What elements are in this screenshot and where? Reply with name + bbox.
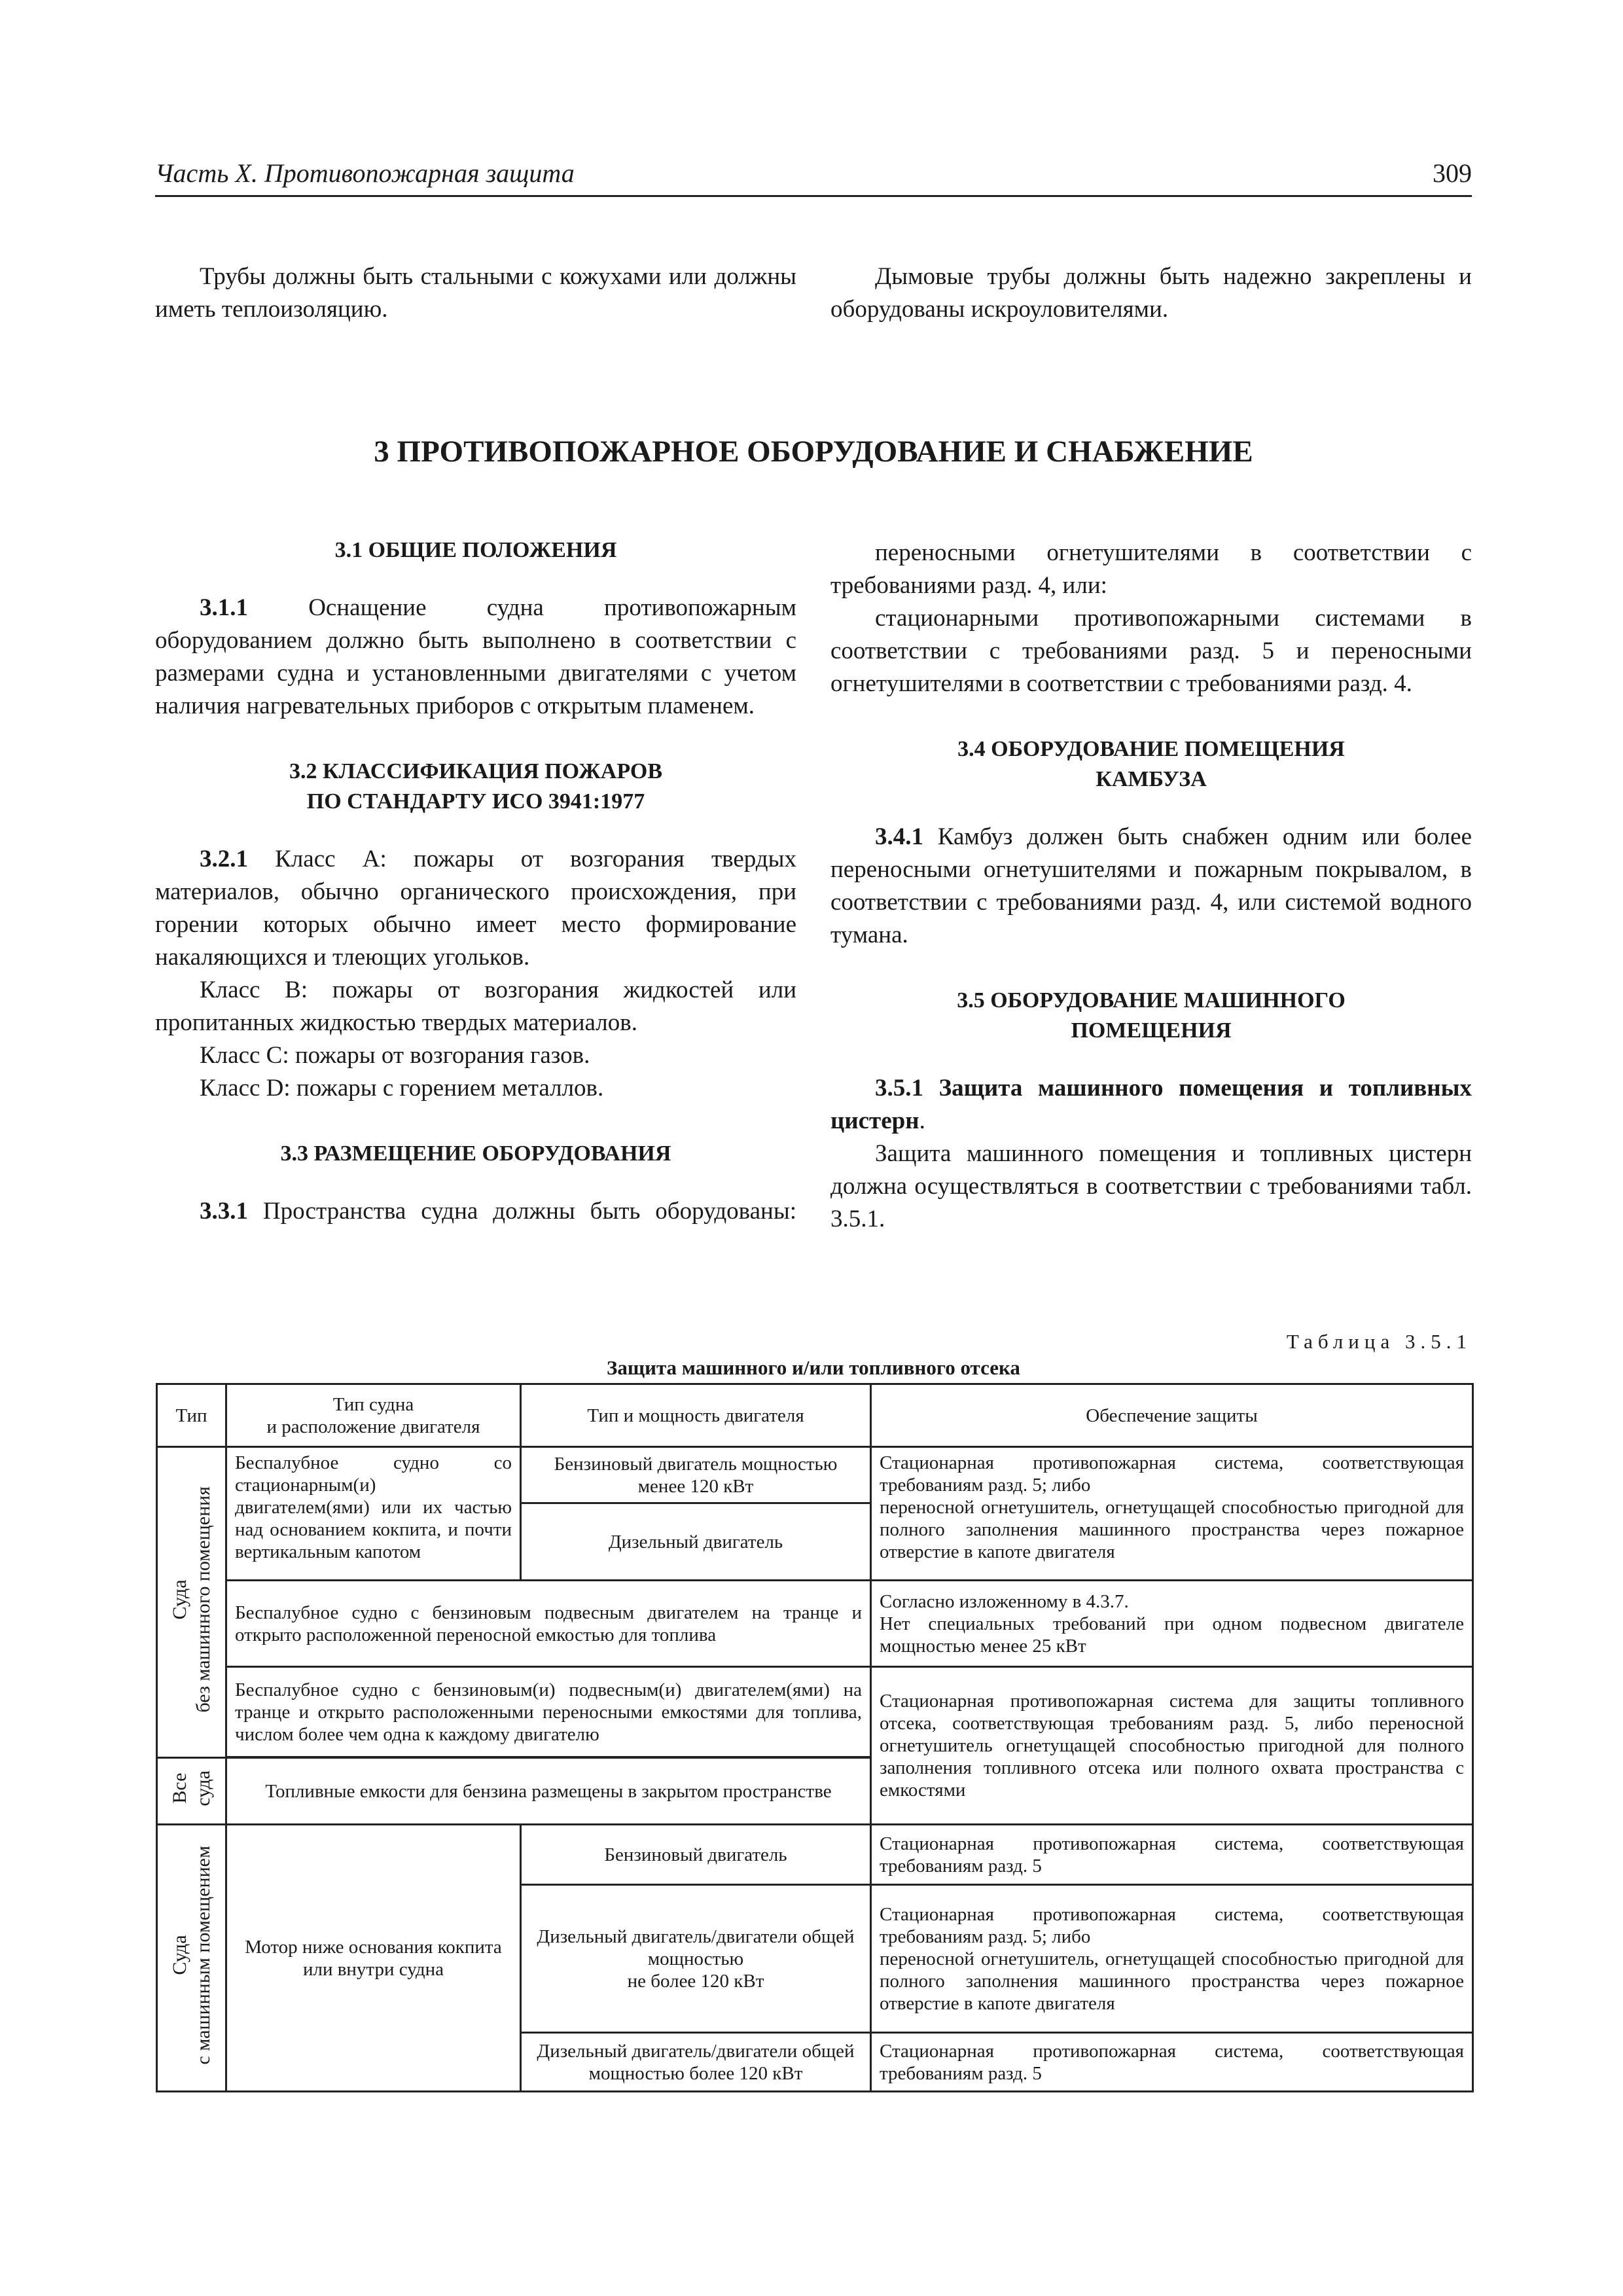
paragraph-3-3-1: [155, 1195, 796, 1228]
table-title: Защита машинного и/или топливного отсека: [607, 1356, 1020, 1379]
chapter-title: 3 ПРОТИВОПОЖАРНОЕ ОБОРУДОВАНИЕ И СНАБЖЕНИЕ: [374, 435, 1253, 469]
cell-r1-protection-line2: переносной огнетушитель, огнетущащей способностью пригодной для полного заполнения машинного пространства через пожарное отверстие в капоте двигателя: [880, 1497, 1464, 1562]
group-all-vessels-label: Все суда: [168, 1770, 214, 1806]
intro-left-paragraph: Трубы должны быть стальными с кожухами или должны иметь теплоизоляцию.: [155, 263, 796, 323]
paragraph-3-5-1-heading: 3.5.1 Защита машинного помещения и топливных цистерн: [830, 1075, 1472, 1134]
paragraph-class-d: Класс D: пожары с горением металлов.: [200, 1075, 604, 1102]
intro-right-paragraph: Дымовые трубы должны быть надежно закреплены и оборудованы искроуловителями.: [830, 263, 1472, 323]
header-title: Часть X. Противопожарная защита: [155, 158, 575, 188]
right-column: [830, 537, 1472, 1236]
cell-r3-vessel: Беспалубное судно с бензиновым(и) подвесным(и) двигателем(ями) на транце и открыто расположенными переносными емкостями для топлива, числом более чем одна к каждому двигателю: [226, 1667, 871, 1757]
group-all-vessels: [157, 1758, 226, 1825]
cell-r5-engine-petrol: Бензиновый двигатель: [521, 1825, 871, 1885]
table-caption: Таблица 3.5.1: [1286, 1330, 1472, 1353]
cell-r1-protection-line1: Стационарная противопожарная система, соответствующая требованиям разд. 5; либо: [880, 1452, 1464, 1496]
paragraph-3-1-1: [155, 592, 796, 723]
table-row: [157, 1581, 1473, 1667]
paragraph-3-5-1-period: .: [919, 1107, 925, 1134]
group-with-engine-room: [157, 1825, 226, 2092]
running-header: [155, 157, 1472, 197]
cell-r4-vessel: Топливные емкости для бензина размещены в закрытом пространстве: [226, 1758, 871, 1825]
cell-r2-protection-line2: Нет специальных требований при одном подвесном двигателе мощностью менее 25 кВт: [880, 1613, 1464, 1657]
cell-r1-vessel: Беспалубное судно со стационарным(и) двигателем(ями) или их частью над основанием кокпита, и почти вертикальным капотом: [226, 1447, 521, 1581]
header-engine-type: Тип и мощность двигателя: [521, 1384, 871, 1447]
group-no-engine-room-label: Суда без машинного помещения: [168, 1486, 214, 1713]
section-3-3-title: 3.3 РАЗМЕЩЕНИЕ ОБОРУДОВАНИЯ: [280, 1141, 671, 1166]
paragraph-3-3-1-text: Пространства судна должны быть оборудованы:: [248, 1198, 796, 1225]
cell-r1-engine-petrol: Бензиновый двигатель мощностью менее 120 кВт: [521, 1447, 871, 1503]
cell-r2-protection-line1: Согласно изложенному в 4.3.7.: [880, 1590, 1129, 1612]
cell-r2-protection: [871, 1581, 1473, 1667]
cell-r5-vessel: Мотор ниже основания кокпита или внутри судна: [226, 1825, 521, 2092]
cell-r1-protection: [871, 1447, 1473, 1581]
table-row: [157, 1667, 1473, 1757]
header-type: Тип: [157, 1384, 226, 1447]
cell-r5-protection-petrol: Стационарная противопожарная система, соответствующая требованиям разд. 5: [871, 1825, 1473, 1885]
table-row: [157, 1447, 1473, 1503]
cell-r5-engine-diesel-large: Дизельный двигатель/двигатели общей мощностью более 120 кВт: [521, 2033, 871, 2092]
paragraph-3-4-1-number: 3.4.1: [875, 823, 923, 850]
header-protection: Обеспечение защиты: [871, 1384, 1473, 1447]
cell-r5-protection-diesel-large: Стационарная противопожарная система, соответствующая требованиям разд. 5: [871, 2033, 1473, 2092]
page-number: 309: [1433, 158, 1472, 188]
paragraph-3-3-1-option-1: переносными огнетушителями в соответствии с требованиями разд. 4, или:: [830, 539, 1472, 599]
section-3-1-title: 3.1 ОБЩИЕ ПОЛОЖЕНИЯ: [334, 538, 617, 562]
paragraph-3-2-1-number: 3.2.1: [200, 846, 248, 872]
paragraph-class-c: Класс C: пожары от возгорания газов.: [200, 1042, 590, 1069]
section-3-5-title-line1: 3.5 ОБОРУДОВАНИЕ МАШИННОГО: [957, 988, 1346, 1013]
paragraph-3-3-1-option-2: стационарными противопожарными системами в соответствии с требованиями разд. 5 и переносными огнетушителями в соответствии с требованиями разд. 4.: [830, 605, 1472, 697]
cell-r3-protection: Стационарная противопожарная система для защиты топливного отсека, соответствующая требованиям разд. 5, либо переносной огнетушитель огнетущащей способностью пригодной для полного заполнения топливного отсека или полного охвата пространства с емкостями: [871, 1667, 1473, 1825]
cell-r5-protection-diesel-small-line2: переносной огнетушитель, огнетущащей способностью пригодной для полного заполнения машинного пространства через пожарное отверстие в капоте двигателя: [880, 1948, 1464, 2014]
paragraph-class-b: Класс B: пожары от возгорания жидкостей или пропитанных жидкостью твердых материалов.: [155, 977, 796, 1036]
paragraph-3-4-1: [830, 821, 1472, 952]
paragraph-3-5-1: [830, 1072, 1472, 1138]
cell-r5-engine-diesel-small: Дизельный двигатель/двигатели общей мощностью не более 120 кВт: [521, 1885, 871, 2033]
left-column: [155, 535, 796, 1228]
table-row: [157, 1825, 1473, 1885]
cell-r1-engine-diesel: Дизельный двигатель: [521, 1503, 871, 1581]
protection-table: [156, 1383, 1474, 2092]
section-3-4-title-line1: 3.4 ОБОРУДОВАНИЕ ПОМЕЩЕНИЯ: [957, 737, 1345, 761]
group-no-engine-room: [157, 1447, 226, 1758]
paragraph-3-2-1-text: Класс А: пожары от возгорания твердых материалов, обычно органического происхождения, при горении которых обычно имеет место формирование накаляющихся и тлеющих угольков.: [155, 846, 796, 971]
paragraph-3-5-1-text: Защита машинного помещения и топливных цистерн должна осуществляться в соответствии с требованиями табл. 3.5.1.: [830, 1140, 1472, 1232]
paragraph-3-2-1: [155, 843, 796, 974]
intro-right-column: [830, 260, 1472, 326]
section-3-5-title-line2: ПОМЕЩЕНИЯ: [1071, 1018, 1232, 1043]
header-vessel-type: Тип судна и расположение двигателя: [226, 1384, 521, 1447]
cell-r5-protection-diesel-small: [871, 1885, 1473, 2033]
paragraph-3-1-1-number: 3.1.1: [200, 594, 248, 621]
paragraph-3-1-1-text: Оснащение судна противопожарным оборудованием должно быть выполнено в соответствии с размерами судна и установленными двигателями с учетом наличия нагревательных приборов с открытым пламенем.: [155, 594, 796, 719]
cell-r2-vessel: Беспалубное судно с бензиновым подвесным двигателем на транце и открыто расположенной переносной емкостью для топлива: [226, 1581, 871, 1667]
paragraph-3-3-1-number: 3.3.1: [200, 1198, 248, 1225]
cell-r5-protection-diesel-small-line1: Стационарная противопожарная система, соответствующая требованиям разд. 5; либо: [880, 1903, 1464, 1947]
intro-left-column: [155, 260, 796, 326]
section-3-2-title-line1: 3.2 КЛАССИФИКАЦИЯ ПОЖАРОВ: [289, 759, 663, 783]
table-header-row: [157, 1384, 1473, 1447]
section-3-4-title-line2: КАМБУЗА: [1096, 767, 1207, 791]
section-3-2-title-line2: ПО СТАНДАРТУ ИСО 3941:1977: [306, 789, 645, 814]
paragraph-3-4-1-text: Камбуз должен быть снабжен одним или более переносными огнетушителями и пожарным покрывалом, в соответствии с требованиями разд. 4, или системой водного тумана.: [830, 823, 1472, 948]
group-with-engine-room-label: Суда с машинным помещением: [168, 1846, 214, 2065]
